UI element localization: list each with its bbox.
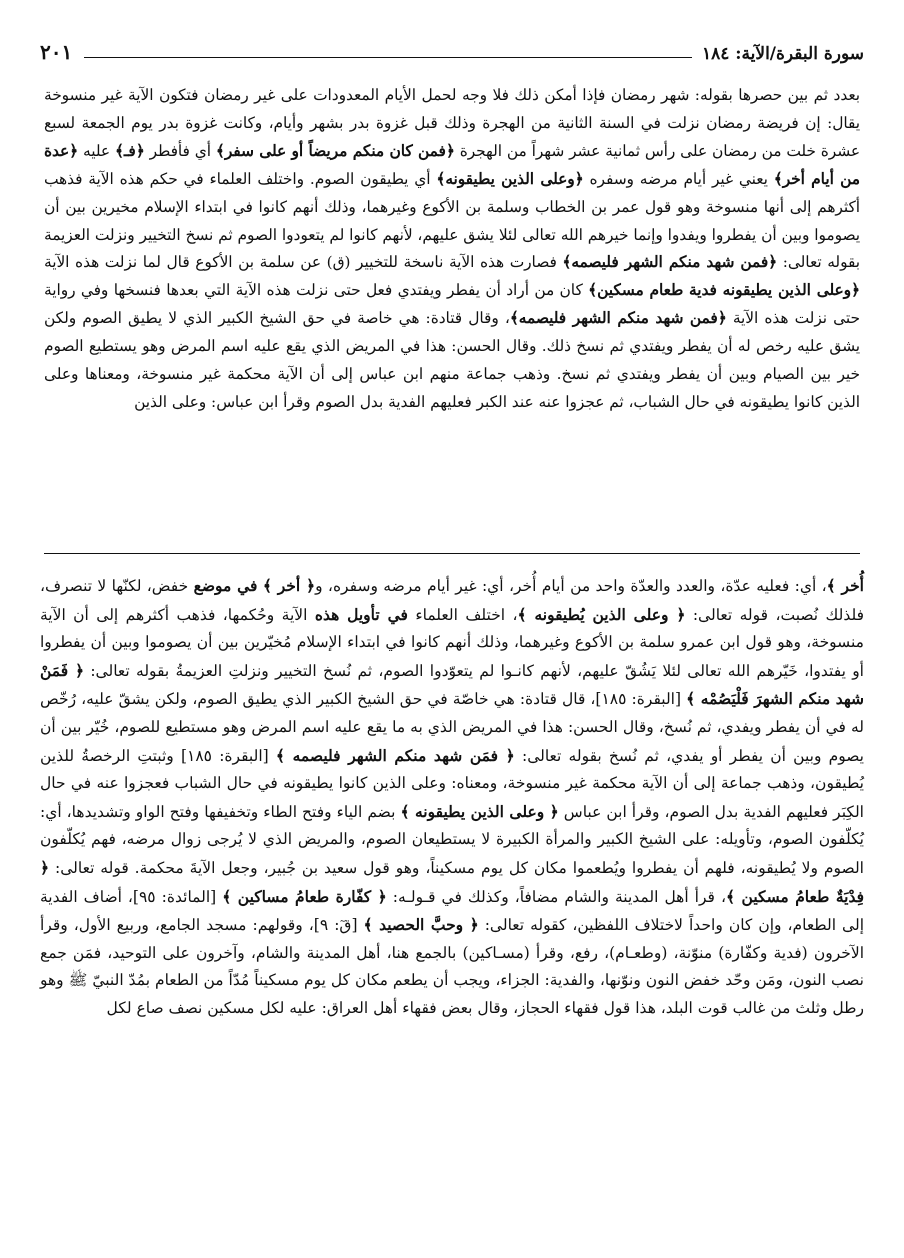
- surah-verse-title: سورة البقرة/الآية: ١٨٤: [701, 44, 864, 64]
- main-quran-quote: ﴿فمن شهد منكم الشهر فليصمه﴾: [509, 309, 727, 328]
- main-text: أي فأفطر: [144, 141, 216, 160]
- footnote-quran-quote: ﴿ فَمَنْ شهد منكم الشهرَ فَلْيَصُمْه ﴾: [40, 660, 865, 709]
- main-text: ، وقال قتادة: هي خاصة في حق الشيخ الكبير الذي لا يطيق الصوم ولكن يشق عليه رخص له أن يفطر ويفتدي ثم نسخ ذلك. وقال الحسن: هذا في المريض الذي يقع عليه اسم المرض وهو يستطيع الصوم خير بين الصيام وبين أن يفطر ويفتدي ثم نسخ. وذهب جماعة منهم ابن عباس إلى أن الآية محكمة غير منسوخة، ومعناها وعلى الذين كانوا يطيقونه في حال الشباب، ثم عجزوا عنه عند الكبر فعليهم الفدية بدل الصوم وقرأ ابن عباس: وعلى الذين: [44, 309, 860, 411]
- footnote-quran-quote: ﴿ فِدْيَةٌ طعامُ مسكين ﴾: [40, 857, 865, 906]
- main-quran-quote: ﴿فمن شهد منكم الشهر فليصمه﴾: [562, 253, 778, 272]
- footnote-quran-quote: ﴿ وعلى الذين يطيقونه ﴾: [400, 801, 559, 821]
- footnote-quran-quote: ﴿ فمَن شهد منكم الشهر فليصمه ﴾: [275, 745, 515, 765]
- footnote-commentary: [40, 572, 864, 1023]
- footnote-text: ، اختلف العلماء: [407, 605, 518, 624]
- main-quran-quote: ﴿وعلى الذين يطيقونه فدية طعام مسكين﴾: [588, 281, 861, 300]
- running-header: [40, 34, 864, 64]
- main-quran-quote: ﴿فـ﴾: [114, 141, 145, 160]
- footnote-paragraph: [40, 572, 864, 1023]
- header-rule: [84, 57, 692, 58]
- footnote-quran-quote: ﴿ أخر ﴾: [262, 576, 316, 595]
- main-quran-quote: ﴿فمن كان منكم مريضاً أو على سفر﴾: [215, 141, 455, 160]
- footnote-text: [قٓ: ٩]، وقولهم: مسجد الجامع، وربيع الأول، وقرأ الآخرون (فدية وكفّارة) منوّنة، (وطعـام)، رفع، وقرأ (مسـاكين) بالجمع هنا، أهل المدينة والشام، وآخرون على التوحيد، فمَن جمع نصب النون، ومَن وحّد خفض النون ونوّنها، والفدية: الجزاء، ويجب أن يطعم مكان كل يوم مسكيناً مُدّاً من الطعام بمُدّ النبيّ ﷺ وهو رطل وثلث من غالب قوت البلد، هذا قول فقهاء الحجاز، وقال بعض فقهاء أهل العراق: عليه لكل مسكين نصف صاع لكل: [40, 916, 864, 1017]
- footnote-divider: [44, 553, 860, 554]
- footnote-text: ، قرأ أهل المدينة والشام مضافاً، وكذلك في قـولـه:: [386, 887, 726, 906]
- main-commentary: [44, 82, 860, 417]
- footnote-text: [المائدة: ٩٥]، أضاف الفدية إلى الطعام، وإن كان واحداً لاختلاف اللفظين، كقوله تعالى:: [40, 887, 864, 935]
- footnote-text: بضم الياء وفتح الطاء وتخفيفها وفتح الواو وتشديدها، أي: يُكلّفون الصوم، وتأويله: على الشيخ الكبير والمرأة الكبيرة لا يستطيعان الصوم، والمريض الذي لا يُرجى زوال مرضه، فهم يُكلّفون الصوم ولا يُطيقونه، فلهم أن يفطروا ويُطعموا مكان كل يوم مسكيناً، وهو قول سعيد بن جُبير، وجعل الآيةَ محكمة. قوله تعالى:: [40, 802, 864, 877]
- main-quran-quote: ﴿عدة من أيام أخر﴾: [44, 141, 860, 188]
- footnote-text: ، أي: فعليه عدّة، والعدد والعدّة واحد من أيام أُخر، أي: غير أيام مرضه وسفره، و: [315, 577, 827, 595]
- footnote-text: [البقرة: ١٨٥] وثبتتِ الرخصةُ للذين يُطيقون، وذهب جماعة إلى أن الآية محكمة غير منسوخة، ومعناه: وعلى الذين كانوا يطيقونه في حال الشباب فعجزوا عنه في حال الكِبَر فعليهم الفدية بدل الصوم، وقرأ ابن عباس: [40, 746, 864, 821]
- main-text: يعني غير أيام مرضه وسفره: [583, 169, 774, 188]
- main-text: عليه: [78, 141, 115, 160]
- main-text: كان من أراد أن يفطر ويفتدي فعل حتى نزلت هذه الآية التي بعدها فنسخها وفي رواية حتى نزلت هذه الآية: [44, 281, 860, 328]
- footnote-quran-quote: ﴿ وحبَّ الحصيد ﴾: [363, 915, 479, 935]
- footnote-quran-quote: أُخر ﴾: [826, 576, 864, 595]
- page-number: ٢٠١: [40, 40, 73, 64]
- footnote-quran-quote: ﴿ وعلى الذين يُطيقونه ﴾: [517, 604, 686, 624]
- main-text: فصارت هذه الآية ناسخة للتخيير (ق) عن سلمة بن الأكوع قال لما نزلت هذه الآية: [44, 253, 563, 272]
- footnote-text: خفض، لكنّها لا تنصرف، فلذلك نُصبت، قوله تعالى:: [40, 577, 864, 624]
- main-paragraph: [44, 82, 860, 417]
- footnote-quran-quote: ﴿ كفّارة طعامُ مساكين ﴾: [222, 886, 387, 906]
- main-text: بعدد ثم بين حصرها بقوله: شهر رمضان فإذا أمكن ذلك فلا وجه لحمل الأيام المعدودات على غير رمضان فتكون الآية غير منسوخة يقال: إن فريضة رمضان نزلت في السنة الثانية من الهجرة وذلك قبل غزوة بدر بشهر وأيام، وكانت غزوة بدر يوم الجمعة لسبع عشرة خلت من رمضان على رأس ثمانية عشر شهراً من الهجرة: [44, 86, 861, 160]
- main-quran-quote: ﴿وعلى الذين يطيقونه﴾: [436, 169, 584, 188]
- footnote-quran-quote: في موضع: [193, 576, 258, 595]
- footnote-text: الآية وحُكمها، فذهب أكثرهم إلى أن الآية منسوخة، وهو قول ابن عمرو سلمة بن الأكوع وغيرهما، وذلك أنهم كانوا في ابتداء الإسلام مُخيّرين بين أن يصوموا وبين أن يفطروا أو يفتدوا، خَيّرهم الله تعالى لئلا يَشُقّ عليهم، لأنهم كانـوا لم يتعوّدوا الصوم، ثم نُسخ التخيير ونزلتِ العزيمةُ بقوله تعالى:: [40, 605, 864, 680]
- footnote-quran-quote: في تأويل هذه: [314, 604, 408, 624]
- main-text: أي يطيقون الصوم. واختلف العلماء في حكم هذه الآية فذهب أكثرهم إلى أنها منسوخة وهو قول عمر بن الخطاب وسلمة بن الأكوع وغيرهما، وذلك أنهم كانوا في ابتداء الإسلام مخيرين بين أن يصوموا وبين أن يفطروا ويفدوا وإنما خيرهم الله تعالى لئلا يشق عليهم، لأنهم كانوا لم يتعودوا الصوم ثم نسخ التخيير ونزلت العزيمة بقوله تعالى:: [44, 169, 860, 272]
- footnote-text: [البقرة: ١٨٥]، قال قتادة: هي خاصّة في حق الشيخ الكبير الذي يطيق الصوم، ولكن يشقّ عليه، رُخّص له في أن يفطر ويفدي، ثم نُسخ، وقال الحسن: هذا في المريض الذي به ما يقع عليه اسم المرض وهو مستطيع للصوم، خُيّر بين أن يصوم وبين أن يفطر أو يفدي، ثم نُسخ بقوله تعالى:: [40, 690, 864, 765]
